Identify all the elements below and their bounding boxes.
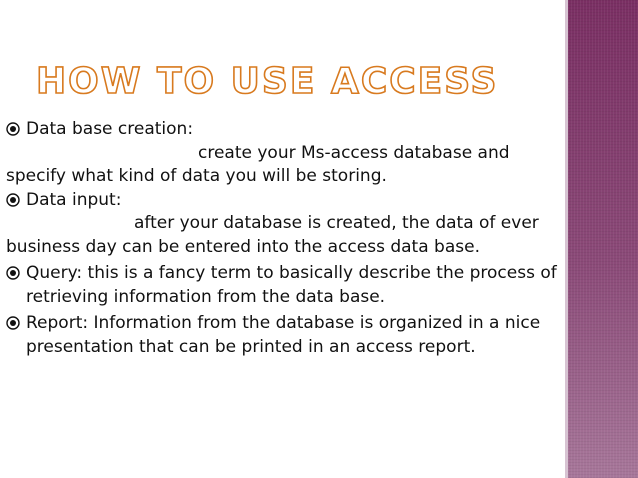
target-bullet-icon xyxy=(6,193,20,207)
target-bullet-icon xyxy=(6,122,20,136)
bullet-query xyxy=(6,262,562,309)
target-bullet-icon xyxy=(6,266,20,280)
target-bullet-icon xyxy=(6,316,20,330)
bullet-data-base-creation xyxy=(6,118,562,142)
bullet-label: Query: this is a fancy term to basically describe the process of retrieving information from the data base. xyxy=(26,263,557,307)
paragraph-data-input: after your database is created, the data of ever business day can be entered into the access data base. xyxy=(6,213,539,257)
bullet-data-input xyxy=(6,189,562,213)
decorative-side-band xyxy=(568,0,638,478)
bullet-label: Data input: xyxy=(26,189,122,210)
slide-body xyxy=(6,118,562,359)
paragraph-data-base-creation: create your Ms-access database and specify what kind of data you will be storing. xyxy=(6,142,510,186)
bullet-label: Data base creation: xyxy=(26,119,194,139)
slide-title: HOW TO USE ACCESS xyxy=(36,61,499,102)
bullet-label: Report: Information from the database is organized in a nice presentation that can be printed in an access report. xyxy=(26,313,541,357)
bullet-report xyxy=(6,312,562,359)
